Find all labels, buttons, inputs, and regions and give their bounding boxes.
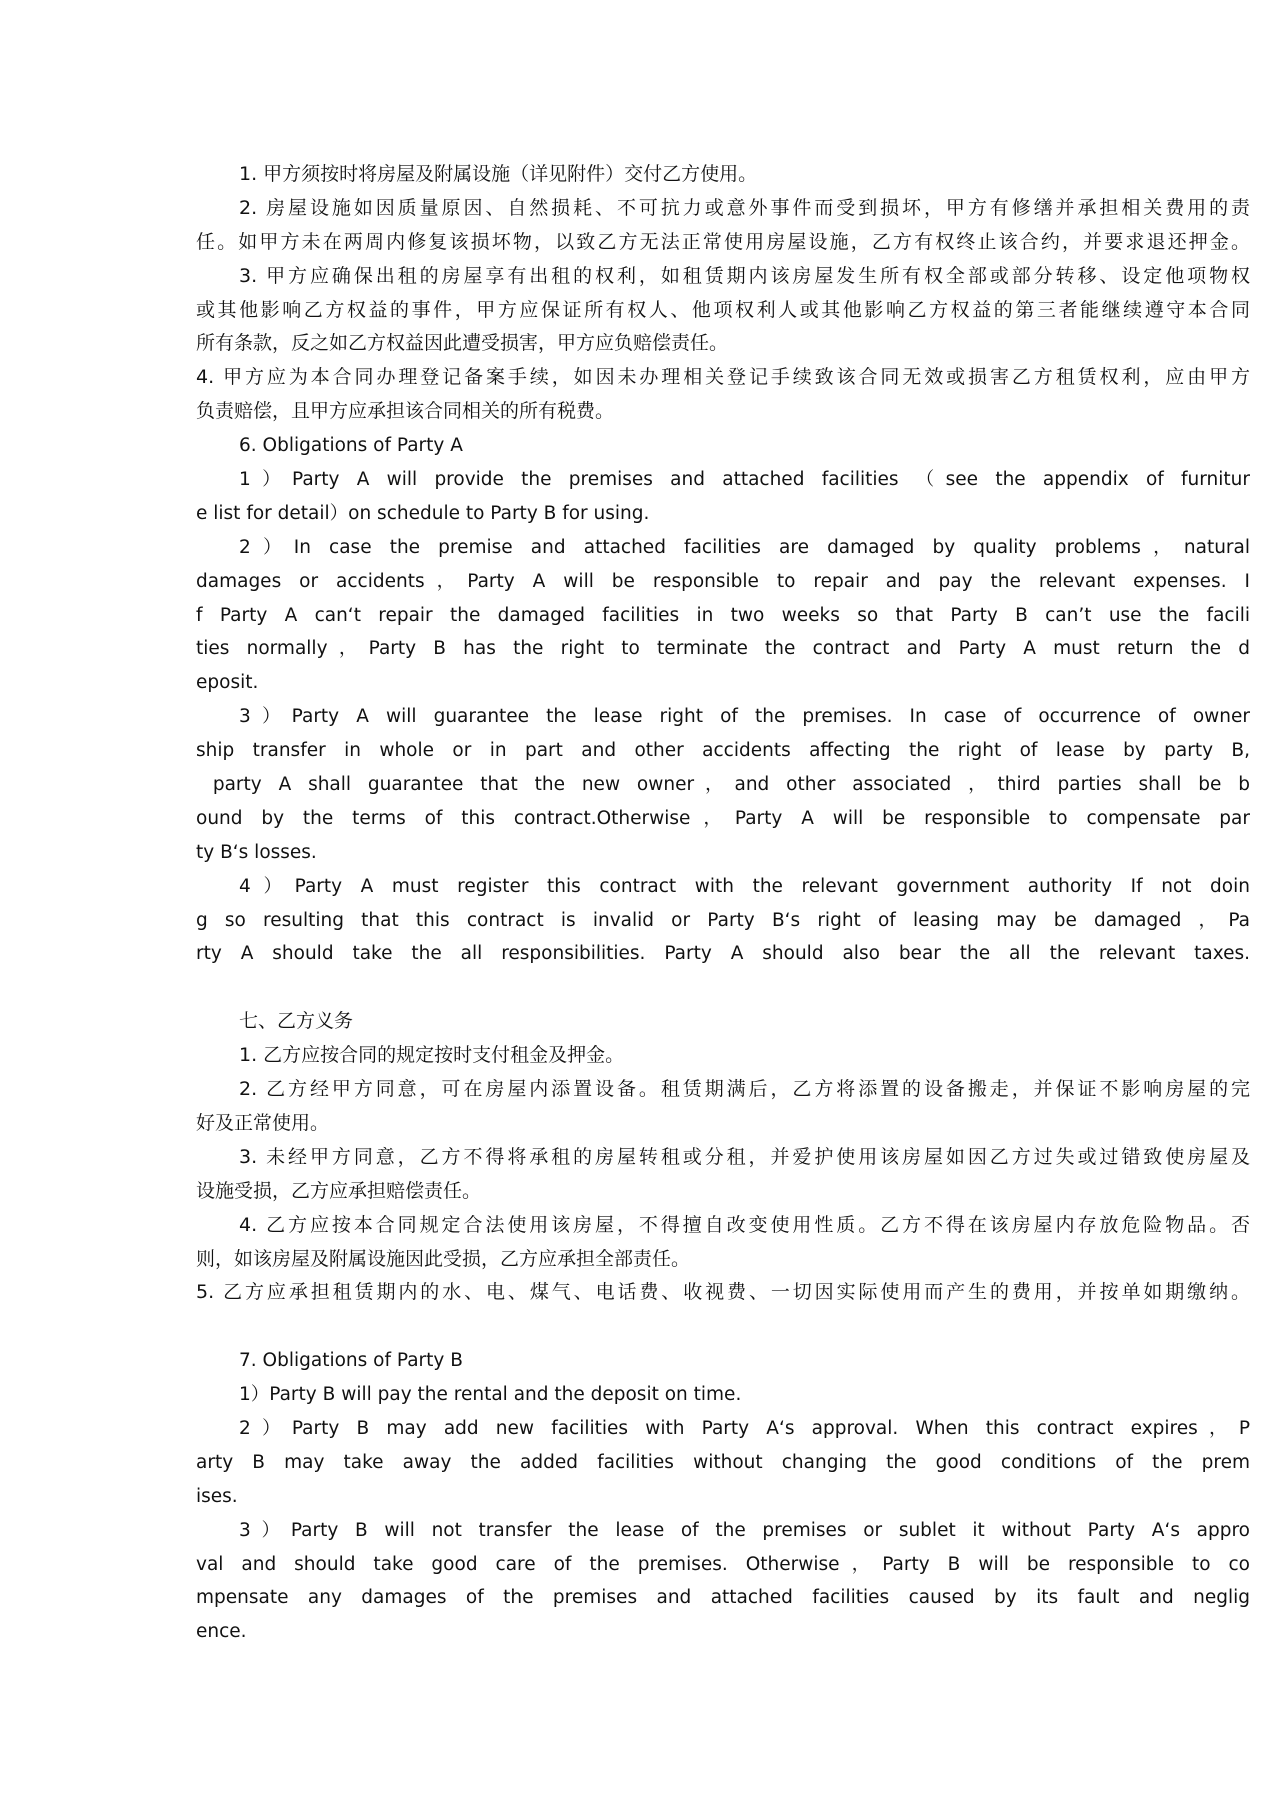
text-line: 1）Party B will pay the rental and the deposit on time. [239,1384,742,1406]
text-line: 1. 乙方应按合同的规定按时支付租金及押金。 [239,1044,625,1067]
text-line: 2. 房屋设施如因质量原因、自然损耗、不可抗力或意外事件而受到损坏，甲方有修缮并承担相关费用的责 [239,196,1250,219]
text-line: 5. 乙方应承担租赁期内的水、电、煤气、电话费、收视费、一切因实际使用而产生的费用，并按单如期缴纳。 [196,1281,1250,1304]
text-line: 7. Obligations of Party B [239,1350,463,1372]
text-line: e list for detail）on schedule to Party B for using. [196,502,650,524]
blank-line [196,971,1250,1005]
text-line: ty B‘s losses. [196,841,317,863]
text-line: 4. 乙方应按本合同规定合法使用该房屋，不得擅自改变使用性质。乙方不得在该房屋内存放危险物品。否 [239,1213,1250,1236]
text-line: 则，如该房屋及附属设施因此受损，乙方应承担全部责任。 [196,1247,691,1270]
text-line: 4. 甲方应为本合同办理登记备案手续，如因未办理相关登记手续致该合同无效或损害乙方租赁权利，应由甲方 [196,366,1250,389]
text-line: 好及正常使用。 [196,1111,330,1134]
text-line: 2. 乙方经甲方同意，可在房屋内添置设备。租赁期满后，乙方将添置的设备搬走，并保证不影响房屋的完 [239,1078,1250,1101]
text-line: 或其他影响乙方权益的事件，甲方应保证所有权人、他项权利人或其他影响乙方权益的第三者能继续遵守本合同 [196,298,1250,321]
text-line: 设施受损，乙方应承担赔偿责任。 [196,1179,482,1202]
text-line: damages or accidents，Party A will be responsible to repair and pay the relevant expenses. I [196,570,1250,592]
text-line: val and should take good care of the premises. Otherwise，Party B will be responsible to co [196,1553,1250,1575]
text-line: ties normally，Party B has the right to terminate the contract and Party A must return the d [196,638,1250,660]
text-line: 4）Party A must register this contract with the relevant government authority If not doin [239,875,1250,897]
text-line: 6. Obligations of Party A [239,435,463,457]
text-line: g so resulting that this contract is invalid or Party B‘s right of leasing may be damaged ，Pa [196,909,1250,931]
text-line: arty B may take away the added facilities without changing the good conditions of the prem [196,1451,1250,1473]
text-line: 七、乙方义务 [239,1010,354,1033]
text-line: ence. [196,1621,247,1643]
text-line: 2）In case the premise and attached facilities are damaged by quality problems，natural [239,536,1250,558]
text-line: 1）Party A will provide the premises and attached facilities （see the appendix of furnitur [239,469,1250,491]
text-line: mpensate any damages of the premises and attached facilities caused by its fault and neglig [196,1587,1250,1609]
text-line: f Party A can‘t repair the damaged facilities in two weeks so that Party B can’t use the facili [196,604,1250,626]
text-line: eposit. [196,672,259,694]
text-line: 所有条款，反之如乙方权益因此遭受损害，甲方应负赔偿责任。 [196,332,729,355]
text-line: 1. 甲方须按时将房屋及附属设施（详见附件）交付乙方使用。 [239,163,758,185]
text-line: ship transfer in whole or in part and other accidents affecting the right of lease by party B, [196,740,1250,762]
text-line: 负责赔偿，且甲方应承担该合同相关的所有税费。 [196,400,615,423]
text-line: 3）Party A will guarantee the lease right of the premises. In case of occurrence of owner [239,706,1250,728]
text-line: 3. 甲方应确保出租的房屋享有出租的权利，如租赁期内该房屋发生所有权全部或部分转移、设定他项物权 [239,264,1250,287]
text-line: 3）Party B will not transfer the lease of the premises or sublet it without Party A‘s appro [239,1519,1250,1541]
text-line: ound by the terms of this contract.Otherwise，Party A will be responsible to compensate par [196,807,1250,829]
text-line: ises. [196,1485,238,1507]
text-line: party A shall guarantee that the new owner，and other associated ，third parties shall be b [196,774,1250,796]
blank-line [196,1310,1250,1344]
text-line: 2）Party B may add new facilities with Party A‘s approval. When this contract expires，P [239,1417,1250,1439]
text-line: 任。如甲方未在两周内修复该损坏物，以致乙方无法正常使用房屋设施，乙方有权终止该合约，并要求退还押金。 [196,230,1250,253]
text-line: rty A should take the all responsibilities. Party A should also bear the all the relevant taxes. [196,943,1250,965]
text-line: 3. 未经甲方同意，乙方不得将承租的房屋转租或分租，并爱护使用该房屋如因乙方过失或过错致使房屋及 [239,1145,1250,1168]
contract-document [196,158,1250,1649]
